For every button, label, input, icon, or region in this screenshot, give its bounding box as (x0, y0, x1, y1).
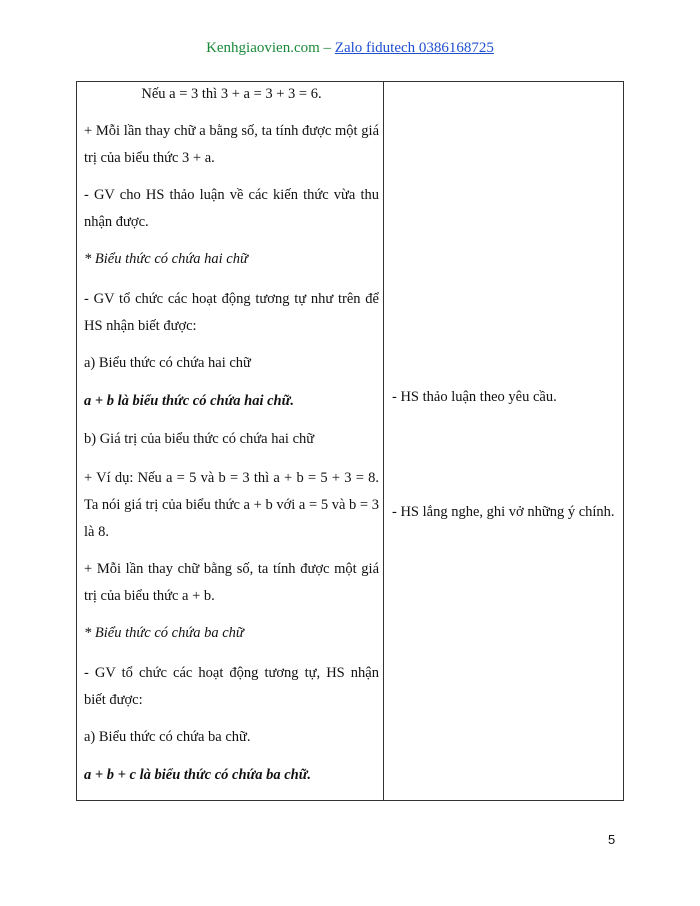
page-number: 5 (608, 832, 616, 847)
heading-two-letters: * Biểu thức có chứa hai chữ (84, 251, 248, 267)
teacher-activities-cell (77, 82, 384, 800)
paragraph-organize-three: - GV tổ chức các hoạt động tương tự, HS nhận biết được: (84, 665, 379, 708)
zalo-link[interactable]: Zalo fidutech 0386168725 (334, 40, 494, 56)
site-name: Kenhgiaovien.com – (206, 40, 335, 56)
item-a-three-letters: a) Biểu thức có chứa ba chữ. (84, 729, 251, 745)
student-discussion: - HS thảo luận theo yêu cầu. (392, 389, 557, 405)
lesson-table (76, 81, 624, 801)
paragraph-substitution-ab: + Mỗi lần thay chữ bằng số, ta tính được một giá trị của biểu thức a + b. (84, 561, 379, 604)
example-two-letters: + Ví dụ: Nếu a = 5 và b = 3 thì a + b = 5 + 3 = 8. Ta nói giá trị của biểu thức a + b với a = 5 và b = 3 là 8. (84, 470, 379, 540)
paragraph-discussion: - GV cho HS thảo luận về các kiến thức vừa thu nhận được. (84, 187, 379, 230)
paragraph-organize-two: - GV tổ chức các hoạt động tương tự như trên để HS nhận biết được: (84, 291, 379, 334)
example-result: Nếu a = 3 thì 3 + a = 3 + 3 = 6. (141, 86, 322, 102)
student-listen: - HS lắng nghe, ghi vở những ý chính. (392, 504, 615, 520)
paragraph-substitution-a: + Mỗi lần thay chữ a bằng số, ta tính được một giá trị của biểu thức 3 + a. (84, 123, 379, 166)
definition-two-letters: a + b là biểu thức có chứa hai chữ. (84, 393, 294, 409)
heading-three-letters: * Biểu thức có chứa ba chữ (84, 625, 244, 641)
item-b-value-two-letters: b) Giá trị của biểu thức có chứa hai chữ (84, 431, 315, 447)
student-activities-cell (384, 82, 623, 800)
page-header (0, 40, 700, 57)
definition-three-letters: a + b + c là biểu thức có chứa ba chữ. (84, 767, 312, 783)
item-a-two-letters: a) Biểu thức có chứa hai chữ (84, 355, 251, 371)
